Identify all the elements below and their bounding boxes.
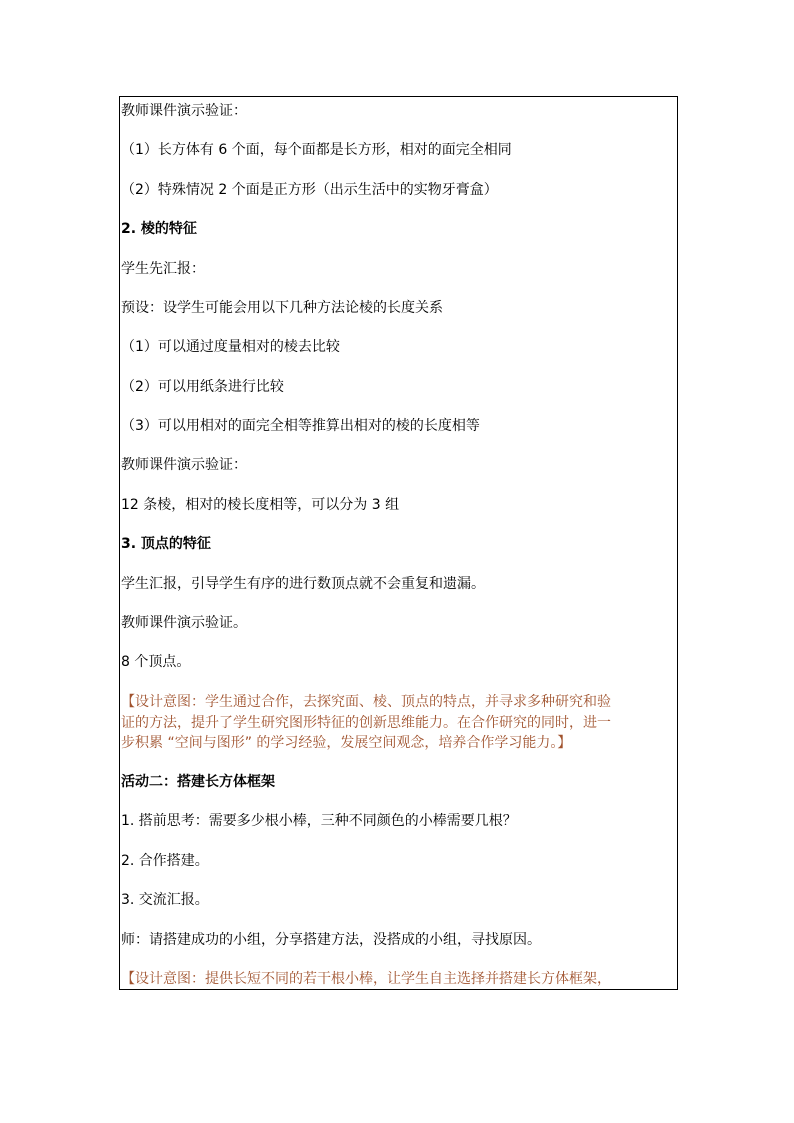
text-line: （1）长方体有 6 个面，每个面都是长方形，相对的面完全相同 <box>121 142 512 158</box>
text-line: 3. 交流汇报。 <box>121 892 209 908</box>
text-line: 预设：设学生可能会用以下几种方法论棱的长度关系 <box>121 300 443 316</box>
text-line: （2）特殊情况 2 个面是正方形（出示生活中的实物牙膏盒） <box>121 182 498 198</box>
section-heading: 2. 棱的特征 <box>121 221 197 237</box>
design-intent-note: 【设计意图：提供长短不同的若干根小棒，让学生自主选择并搭建长方体框架， <box>121 971 611 987</box>
text-line: 1. 搭前思考：需要多少根小棒，三种不同颜色的小棒需要几根？ <box>121 813 517 829</box>
text-line: 学生先汇报： <box>121 261 205 277</box>
text-line: 师：请搭建成功的小组，分享搭建方法，没搭成的小组，寻找原因。 <box>121 932 541 948</box>
design-intent-note: 【设计意图：学生通过合作，去探究面、棱、顶点的特点，并寻求多种研究和验 <box>121 694 611 710</box>
section-heading: 3. 顶点的特征 <box>121 536 211 552</box>
design-intent-note: 步积累 “空间与图形” 的学习经验，发展空间观念，培养合作学习能力。】 <box>121 735 572 751</box>
text-line: （1）可以通过度量相对的棱去比较 <box>121 339 340 355</box>
lesson-table-cell <box>119 96 678 990</box>
design-intent-note: 证的方法，提升了学生研究图形特征的创新思维能力。在合作研究的同时，进一 <box>121 715 611 731</box>
text-line: 教师课件演示验证： <box>121 103 247 119</box>
text-line: 12 条棱，相对的棱长度相等，可以分为 3 组 <box>121 497 400 513</box>
text-line: 学生汇报，引导学生有序的进行数顶点就不会重复和遗漏。 <box>121 576 485 592</box>
text-line: （2）可以用纸条进行比较 <box>121 379 284 395</box>
text-line: 教师课件演示验证。 <box>121 615 247 631</box>
section-heading: 活动二：搭建长方体框架 <box>121 774 275 790</box>
text-line: （3）可以用相对的面完全相等推算出相对的棱的长度相等 <box>121 418 480 434</box>
text-line: 2. 合作搭建。 <box>121 853 209 869</box>
text-line: 教师课件演示验证： <box>121 457 247 473</box>
text-line: 8 个顶点。 <box>121 654 191 670</box>
